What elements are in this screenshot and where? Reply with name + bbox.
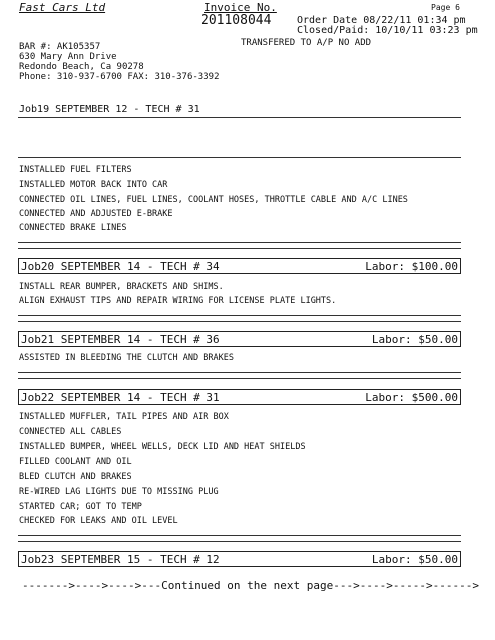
job-line: CONNECTED ALL CABLES (19, 427, 122, 437)
job-title: Job23 SEPTEMBER 15 - TECH # 12 (21, 553, 220, 566)
divider (18, 117, 461, 118)
job-line: INSTALLED MUFFLER, TAIL PIPES AND AIR BOX (19, 412, 229, 422)
divider (18, 248, 461, 249)
labor-amount: Labor: $50.00 (371, 333, 458, 346)
page-number: Page 6 (431, 3, 460, 12)
labor-amount: Labor: $50.00 (371, 553, 458, 566)
job-title: Job19 SEPTEMBER 12 - TECH # 31 (19, 104, 200, 115)
job-line: BLED CLUTCH AND BRAKES (19, 472, 132, 482)
labor-amount: Labor: $500.00 (365, 391, 458, 404)
job-line: RE-WIRED LAG LIGHTS DUE TO MISSING PLUG (19, 487, 219, 497)
job-header (18, 389, 461, 405)
divider (18, 378, 461, 379)
street-address: 630 Mary Ann Drive (19, 52, 117, 62)
continued-notice: ------->---->---->---Continued on the next page--->---->----->------> (22, 579, 479, 592)
closed-paid-date: Closed/Paid: 10/10/11 03:23 pm (297, 25, 478, 36)
divider (18, 535, 461, 536)
job-line: ALIGN EXHAUST TIPS AND REPAIR WIRING FOR LICENSE PLATE LIGHTS. (19, 296, 337, 306)
job-line: INSTALLED BUMPER, WHEEL WELLS, DECK LID AND HEAT SHIELDS (19, 442, 306, 452)
divider (18, 372, 461, 373)
city-address: Redondo Beach, Ca 90278 (19, 62, 144, 72)
job-line: INSTALLED FUEL FILTERS (19, 165, 132, 175)
job-header (18, 331, 461, 347)
job-title: Job20 SEPTEMBER 14 - TECH # 34 (21, 260, 220, 273)
divider (18, 157, 461, 158)
divider (18, 321, 461, 322)
order-date: Order Date 08/22/11 01:34 pm (297, 15, 466, 26)
invoice-number: 201108044 (201, 13, 272, 28)
company-name: Fast Cars Ltd (19, 1, 106, 14)
job-title: Job22 SEPTEMBER 14 - TECH # 31 (21, 391, 220, 404)
divider (18, 315, 461, 316)
divider (18, 541, 461, 542)
job-line: CONNECTED OIL LINES, FUEL LINES, COOLANT HOSES, THROTTLE CABLE AND A/C LINES (19, 195, 408, 205)
job-line: STARTED CAR; GOT TO TEMP (19, 502, 142, 512)
invoice-label: Invoice No. (204, 1, 277, 14)
divider (18, 242, 461, 243)
job-line: INSTALL REAR BUMPER, BRACKETS AND SHIMS. (19, 282, 224, 292)
phone-fax: Phone: 310-937-6700 FAX: 310-376-3392 (19, 72, 220, 82)
job-line: ASSISTED IN BLEEDING THE CLUTCH AND BRAKES (19, 353, 234, 363)
job-line: INSTALLED MOTOR BACK INTO CAR (19, 180, 168, 190)
job-line: CHECKED FOR LEAKS AND OIL LEVEL (19, 516, 178, 526)
job-title: Job21 SEPTEMBER 14 - TECH # 36 (21, 333, 220, 346)
bar-number: BAR #: AK105357 (19, 42, 101, 52)
job-line: CONNECTED AND ADJUSTED E-BRAKE (19, 209, 173, 219)
job-header (18, 551, 461, 567)
job-line: CONNECTED BRAKE LINES (19, 223, 127, 233)
status-text: TRANSFERED TO A/P NO ADD (241, 38, 372, 48)
labor-amount: Labor: $100.00 (365, 260, 458, 273)
job-header (18, 258, 461, 274)
job-line: FILLED COOLANT AND OIL (19, 457, 132, 467)
